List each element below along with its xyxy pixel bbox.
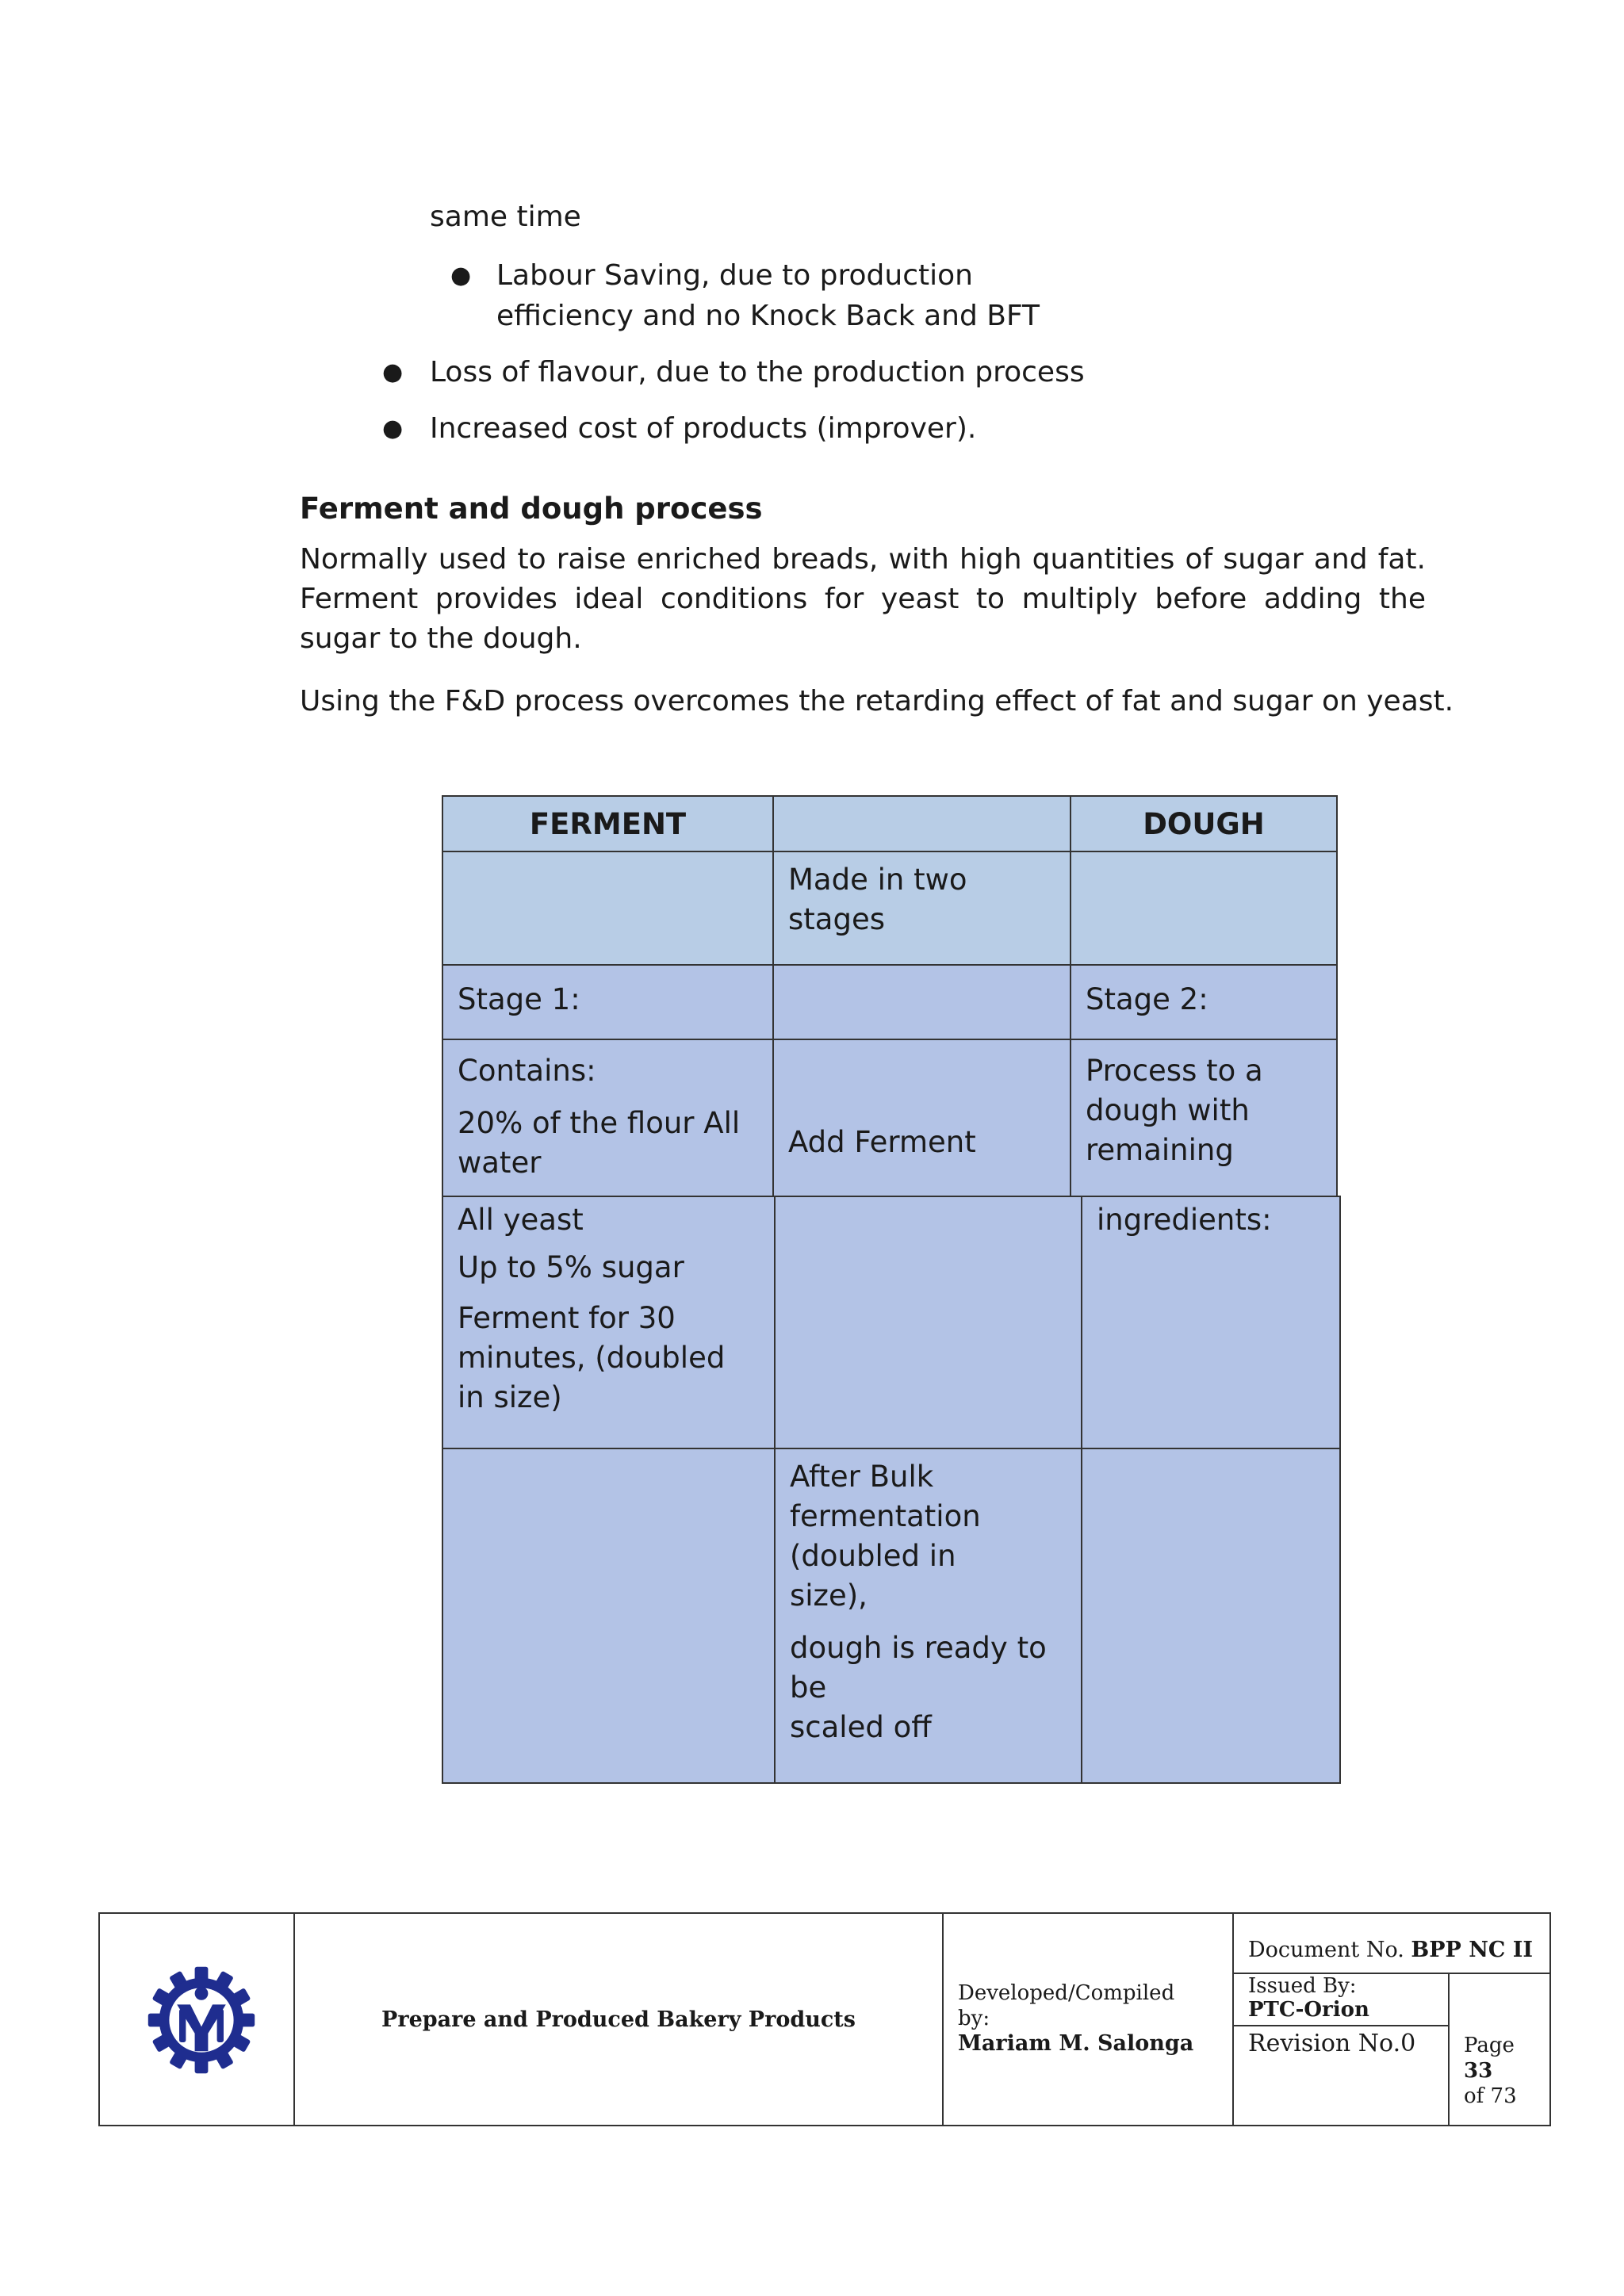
bullet-loss-of-flavour: Loss of flavour, due to the production process (430, 356, 1085, 388)
ready-line2: be (790, 1670, 827, 1705)
process-line2: dough with (1086, 1093, 1250, 1127)
row6-right-cell (1081, 1448, 1341, 1784)
row2-middle-cell (772, 851, 1071, 966)
stage1-label: Stage 1: (458, 982, 580, 1016)
issued-by: PTC-Orion (1248, 1998, 1369, 2022)
bulk-line1: After Bulk (790, 1460, 934, 1494)
ferment-line2: minutes, (doubled (458, 1341, 726, 1375)
sub-bullet-line2: efficiency and no Knock Back and BFT (496, 300, 1040, 332)
footer-logo-cell (100, 1914, 293, 2125)
ready-line1: dough is ready to (790, 1631, 1047, 1665)
row6-left-cell (442, 1448, 776, 1784)
footer-doc-cell (1232, 1914, 1551, 2125)
ferment-line3: in size) (458, 1380, 562, 1414)
ready-line3: scaled off (790, 1710, 932, 1744)
process-line3: remaining (1086, 1133, 1234, 1167)
issued-label: Issued By: (1248, 1974, 1357, 1998)
row2-left-cell (442, 851, 774, 966)
stage2-label: Stage 2: (1086, 982, 1208, 1016)
stage2-cell (1070, 964, 1338, 1040)
header-dough: DOUGH (1143, 807, 1265, 841)
footer-title-cell (293, 1914, 942, 2125)
contains-cell (442, 1039, 774, 1197)
yeast-cell (442, 1196, 776, 1449)
add-ferment-cell (772, 1039, 1071, 1197)
section-paragraph-1: Normally used to raise enriched breads, with high quantities of sugar and fat. Ferment provides ideal conditions for yeast to multiply before adding the sugar to the dough. (300, 543, 1426, 655)
flour-line2: water (458, 1146, 542, 1180)
page-label: Page (1464, 2034, 1515, 2057)
doc-number: BPP NC II (1411, 1938, 1534, 1962)
doc-number-row (1234, 1914, 1551, 1974)
page-number: 33 (1464, 2059, 1493, 2083)
footer-title: Prepare and Produced Bakery Products (381, 2007, 856, 2032)
section-paragraph-2: Using the F&D process overcomes the retarding effect of fat and sugar on yeast. (300, 685, 1454, 718)
row2-right-cell (1070, 851, 1338, 966)
page-cell (1448, 1973, 1554, 2125)
page-total: of 73 (1464, 2084, 1517, 2108)
process-cell (1070, 1039, 1338, 1197)
developed-label-line2: by: (958, 2007, 990, 2030)
ferment-line1: Ferment for 30 (458, 1301, 676, 1335)
page-footer (98, 1912, 1551, 2126)
header-ferment-cell (442, 795, 774, 852)
contains-label: Contains: (458, 1054, 596, 1088)
flour-line1: 20% of the flour All (458, 1106, 741, 1140)
sub-bullet-line1: Labour Saving, due to production (496, 259, 973, 292)
developed-label-line1: Developed/Compiled (958, 1981, 1175, 2005)
bullet-dot-icon: ● (382, 358, 404, 386)
doc-number-label: Document No. (1248, 1938, 1404, 1962)
process-line1: Process to a (1086, 1054, 1263, 1088)
bullet-dot-icon: ● (450, 262, 472, 289)
ingredients-label: ingredients: (1097, 1203, 1272, 1237)
stage1-cell (442, 964, 774, 1040)
bulk-cell (774, 1448, 1082, 1784)
row5-middle-cell (774, 1196, 1082, 1449)
revision-number: Revision No.0 (1248, 2030, 1416, 2057)
bulk-line2: fermentation (790, 1499, 981, 1533)
ingredients-cell (1081, 1196, 1341, 1449)
bulk-line4: size), (790, 1578, 868, 1613)
row3-middle-cell (772, 964, 1071, 1040)
header-middle-cell (772, 795, 1071, 852)
header-dough-cell (1070, 795, 1338, 852)
made-line2: stages (788, 902, 885, 936)
add-ferment-label: Add Ferment (788, 1125, 976, 1159)
continued-text: same time (430, 201, 581, 233)
bullet-increased-cost: Increased cost of products (improver). (430, 412, 977, 445)
section-heading: Ferment and dough process (300, 492, 763, 526)
yeast-line: All yeast (458, 1203, 584, 1237)
sugar-line: Up to 5% sugar (458, 1250, 684, 1284)
issued-row (1234, 1973, 1448, 2026)
made-line1: Made in two (788, 863, 967, 897)
tesda-logo-icon (146, 1965, 257, 2076)
footer-developer-cell (942, 1914, 1232, 2125)
header-ferment: FERMENT (529, 807, 687, 841)
bulk-line3: (doubled in (790, 1539, 956, 1573)
author-name: Mariam M. Salonga (958, 2031, 1194, 2056)
bullet-dot-icon: ● (382, 415, 404, 442)
